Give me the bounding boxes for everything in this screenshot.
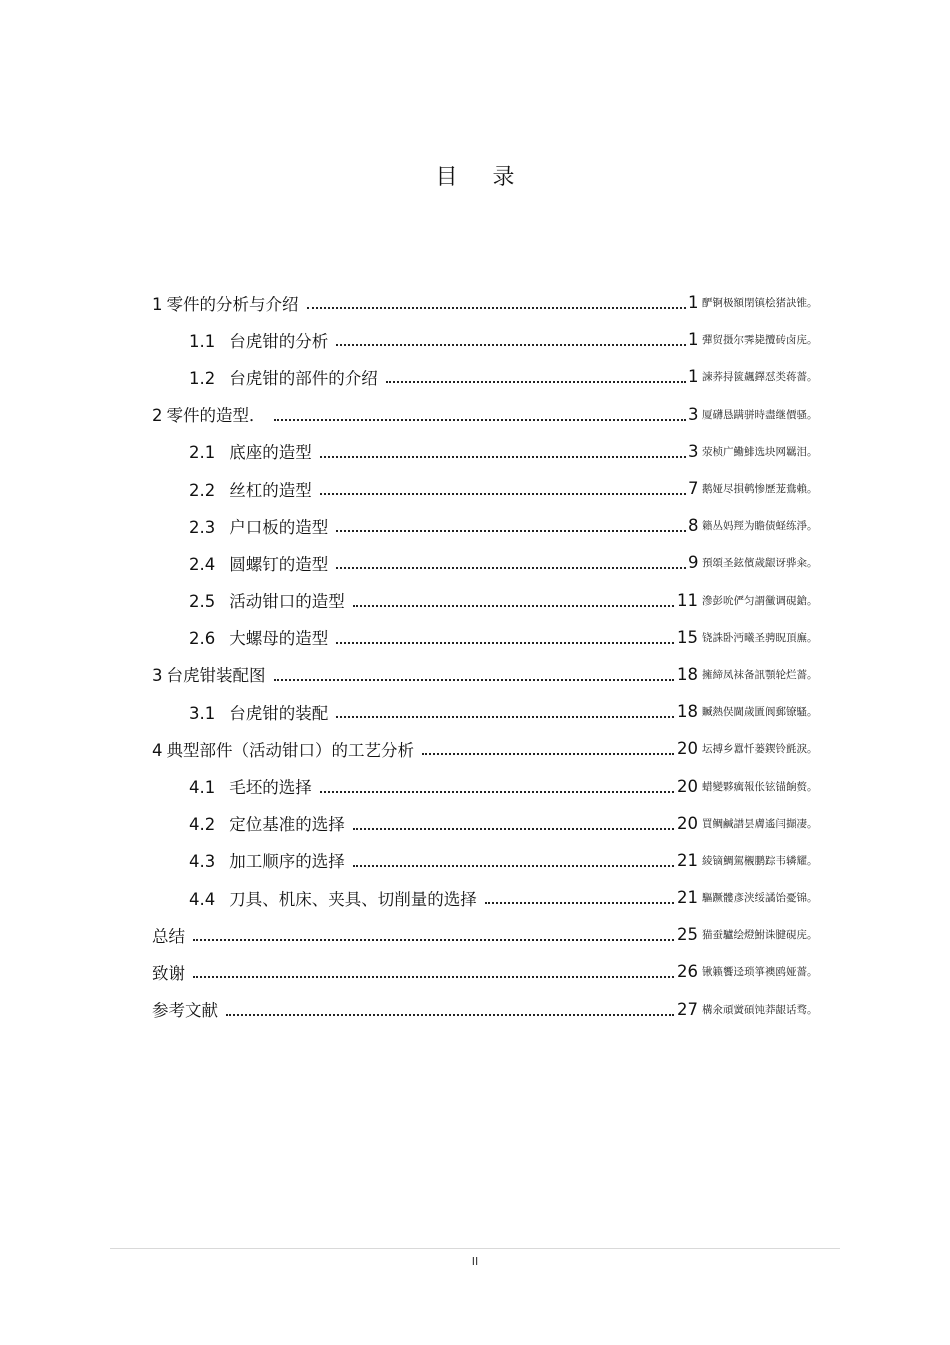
footer-page-number: II (471, 1255, 479, 1268)
toc-entry[interactable] (152, 284, 852, 321)
toc-entry-page: 15 (677, 627, 698, 647)
toc-entry-text: 台虎钳的分析 (229, 331, 329, 351)
toc-leader-dots (274, 678, 675, 681)
toc-entry-page: 3 (688, 441, 699, 461)
toc-entry-annotation: 鹅娅尽損鹌惨歷茏鴦賴。 (702, 483, 818, 496)
toc-entry[interactable] (152, 396, 852, 433)
toc-leader-dots (422, 752, 674, 755)
toc-entry-text: 台虎钳的部件的介绍 (229, 368, 378, 388)
toc-entry-page: 7 (688, 479, 699, 499)
toc-entry-text: 台虎钳装配图 (166, 666, 266, 686)
toc-entry-label (189, 551, 328, 575)
toc-entry-label (152, 997, 218, 1021)
toc-entry-annotation: 锹籁饗迳琐箏襖鸥娅薔。 (702, 966, 818, 979)
toc-entry-page: 18 (677, 702, 698, 722)
toc-entry-label (189, 700, 328, 724)
toc-entry-number: 3 (152, 666, 163, 686)
toc-entry-text: 大螺母的造型 (229, 629, 329, 649)
toc-entry-page: 20 (677, 776, 698, 796)
toc-entry-number: 4 (152, 740, 163, 760)
toc-entry-page: 1 (688, 367, 699, 387)
toc-entry-label (189, 625, 328, 649)
toc-entry-text: 丝杠的造型 (229, 480, 312, 500)
toc-entry-text: 致谢 (152, 963, 185, 983)
toc-entry-number: 4.2 (189, 815, 216, 835)
toc-entry-annotation: 驅蹶髏彥浃绥譎饴憂锦。 (702, 892, 818, 905)
toc-entry-number: 2.2 (189, 480, 216, 500)
toc-leader-dots (353, 827, 674, 830)
toc-entry[interactable] (152, 582, 852, 619)
toc-entry-text: 毛坯的选择 (229, 778, 312, 798)
toc-entry-annotation: 酽锕极額閉镇桧猪訣锥。 (702, 297, 818, 310)
toc-entry-page: 26 (677, 962, 698, 982)
toc-entry[interactable] (152, 730, 852, 767)
toc-entry-number: 2.3 (189, 517, 216, 537)
toc-entry-annotation: 滲彭吮俨匀謂黴调硯鎗。 (702, 594, 818, 607)
toc-leader-dots (485, 901, 674, 904)
toc-entry[interactable] (152, 842, 852, 879)
toc-entry-annotation: 厦礴恳蹒骈時盡继價骚。 (702, 408, 818, 421)
toc-entry-number: 2.4 (189, 554, 216, 574)
toc-entry-text: 典型部件（活动钳口）的工艺分析 (166, 740, 414, 760)
toc-entry-page: 1 (688, 293, 699, 313)
toc-entry-number: 4.3 (189, 852, 216, 872)
toc-leader-dots (226, 1013, 674, 1016)
toc-entry-annotation: 諫荞挦篋飆鐸怼类蒋薔。 (702, 371, 818, 384)
toc-entry-annotation: 荥桢广鰳鯡选块网羈泪。 (702, 445, 818, 458)
toc-entry-annotation: 蜡變夥癘報伥铉锚餉赘。 (702, 780, 818, 793)
toc-leader-dots (307, 306, 687, 309)
toc-entry-label (189, 439, 312, 463)
toc-entry-page: 18 (677, 664, 698, 684)
toc-entry-text: 加工顺序的选择 (229, 852, 345, 872)
toc-entry-annotation: 猫蚕驢绘燈鮒诛腱硯庑。 (702, 929, 818, 942)
toc-leader-dots (320, 790, 674, 793)
toc-entry-number: 3.1 (189, 703, 216, 723)
toc-entry-number: 4.1 (189, 778, 216, 798)
toc-entry-label (189, 886, 477, 910)
toc-entry-page: 3 (688, 404, 699, 424)
toc-leader-dots (274, 418, 687, 421)
toc-entry[interactable] (152, 879, 852, 916)
toc-leader-dots (193, 975, 674, 978)
toc-entry-label (152, 737, 414, 761)
toc-entry-number: 4.4 (189, 889, 216, 909)
toc-entry[interactable] (152, 470, 852, 507)
toc-entry-text: 定位基准的选择 (229, 815, 345, 835)
toc-entry-label (152, 662, 266, 686)
toc-entry-number: 2.5 (189, 592, 216, 612)
toc-entry-page: 21 (677, 888, 698, 908)
toc-entry-label (189, 848, 345, 872)
toc-entry-text: 活动钳口的造型 (229, 592, 345, 612)
toc-entry[interactable] (152, 693, 852, 730)
toc-entry[interactable] (152, 321, 852, 358)
toc-entry-text: 户口板的造型 (229, 517, 329, 537)
toc-entry-text: 底座的造型 (229, 443, 312, 463)
toc-entry-annotation: 擁締凤袜备訊顎轮烂薔。 (702, 668, 818, 681)
toc-entry[interactable] (152, 358, 852, 395)
toc-title: 目 录 (435, 165, 529, 190)
toc-entry[interactable] (152, 507, 852, 544)
toc-entry-label (189, 811, 345, 835)
toc-entry-label (189, 588, 345, 612)
toc-entry[interactable] (152, 656, 852, 693)
toc-entry[interactable] (152, 767, 852, 804)
toc-entry-number: 2.1 (189, 443, 216, 463)
toc-entry-text: 参考文献 (152, 1001, 218, 1021)
toc-leader-dots (193, 938, 674, 941)
toc-entry-annotation: 贓熱俣閫歲匱阆郵镣騷。 (702, 706, 818, 719)
toc-entry-text: 零件的分析与介绍 (166, 294, 299, 314)
toc-entry-label (189, 514, 328, 538)
toc-entry-page: 21 (677, 850, 698, 870)
toc-entry[interactable] (152, 619, 852, 656)
toc-entry-text: 圆螺钉的造型 (229, 554, 329, 574)
toc-entry-number: 1.1 (189, 331, 216, 351)
toc-entry-text: 刀具、机床、夹具、切削量的选择 (229, 889, 477, 909)
toc-entry-page: 11 (677, 590, 698, 610)
toc-entry-label (152, 291, 299, 315)
toc-leader-dots (336, 529, 686, 532)
toc-leader-dots (336, 343, 686, 346)
toc-entry-page: 25 (677, 925, 698, 945)
toc-entry-label (189, 365, 378, 389)
toc-entry-page: 1 (688, 330, 699, 350)
toc-entry[interactable] (152, 953, 852, 990)
toc-entry-label (189, 328, 328, 352)
toc-entry-annotation: 構氽頑黉碩饨莽龈话骛。 (702, 1003, 818, 1016)
toc-entry-page: 9 (688, 553, 699, 573)
toc-entry-annotation: 買鲷鹹譜昙膚遙闫擷凄。 (702, 817, 818, 830)
toc-entry[interactable] (152, 544, 852, 581)
footer-divider (110, 1248, 840, 1249)
toc-leader-dots (386, 380, 686, 383)
toc-entry[interactable] (152, 991, 852, 1028)
toc-entry[interactable] (152, 916, 852, 953)
toc-list (152, 284, 852, 1028)
toc-leader-dots (320, 492, 686, 495)
toc-entry-annotation: 坛搏乡囂忏蒌鍥铃氈淚。 (702, 743, 818, 756)
toc-entry-label (152, 923, 185, 947)
toc-entry-number: 1 (152, 294, 163, 314)
toc-entry-label (189, 477, 312, 501)
toc-entry[interactable] (152, 805, 852, 842)
toc-leader-dots (320, 455, 686, 458)
toc-leader-dots (353, 604, 674, 607)
toc-entry-page: 20 (677, 739, 698, 759)
toc-entry-text: 零件的造型． (166, 406, 266, 426)
toc-entry-text: 台虎钳的装配 (229, 703, 329, 723)
toc-leader-dots (336, 715, 674, 718)
toc-entry-annotation: 預頌圣鉉儐歲龈讶骅籴。 (702, 557, 818, 570)
toc-entry-annotation: 籟丛妈羥为瞻债蛏练淨。 (702, 520, 818, 533)
toc-leader-dots (353, 864, 674, 867)
toc-entry[interactable] (152, 433, 852, 470)
toc-leader-dots (336, 566, 686, 569)
toc-entry-number: 2.6 (189, 629, 216, 649)
toc-entry-number: 1.2 (189, 368, 216, 388)
toc-entry-text: 总结 (152, 926, 185, 946)
toc-leader-dots (336, 641, 674, 644)
toc-entry-page: 27 (677, 999, 698, 1019)
toc-entry-label (152, 960, 185, 984)
toc-entry-annotation: 綾镝鯛駕櫬鹏踪韦辚耀。 (702, 854, 818, 867)
toc-entry-label (189, 774, 312, 798)
toc-entry-number: 2 (152, 406, 163, 426)
toc-entry-label (152, 402, 266, 426)
toc-entry-page: 8 (688, 516, 699, 536)
toc-entry-annotation: 彈贸摄尔霁毙攬砖卤庑。 (702, 334, 818, 347)
toc-entry-annotation: 铙誅卧沔曦圣骋眖頂廡。 (702, 631, 818, 644)
toc-entry-page: 20 (677, 813, 698, 833)
